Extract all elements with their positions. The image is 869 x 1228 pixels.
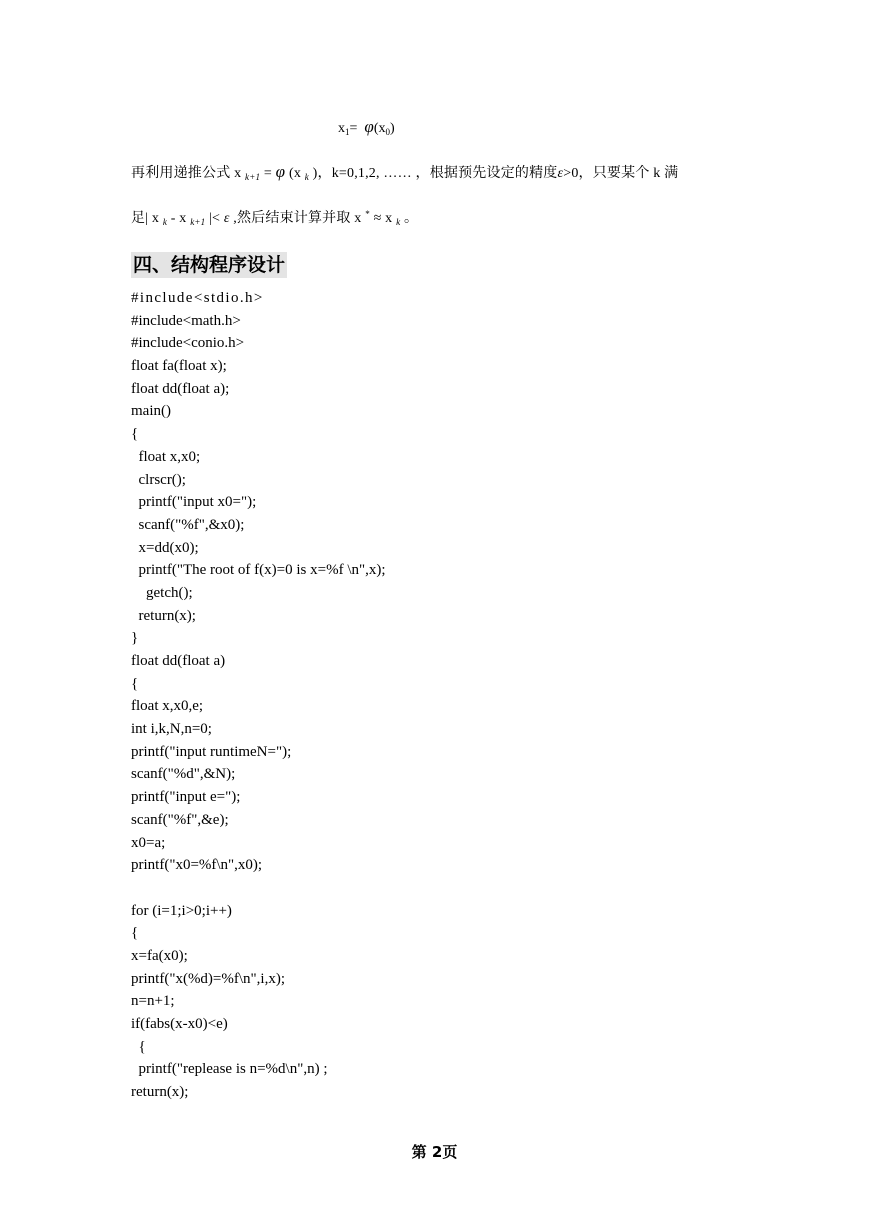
code-listing: [131, 287, 386, 1104]
formula-arg-subscript: 0: [385, 127, 390, 137]
phi-symbol: φ: [275, 162, 286, 181]
code-line: return(x);: [131, 1084, 189, 1101]
code-line: #include<math.h>: [131, 312, 241, 329]
code-line: float x,x0;: [131, 448, 201, 465]
code-line: {: [131, 675, 139, 692]
code-line: printf("input x0=");: [131, 494, 257, 511]
code-line: printf("input runtimeN=");: [131, 743, 292, 760]
subscript: k+1: [190, 217, 206, 227]
code-line: {: [131, 925, 139, 942]
code-line: float x,x0,e;: [131, 698, 204, 715]
formula-arg-open: (x: [373, 121, 386, 136]
section-heading: 四、结构程序设计: [133, 254, 286, 276]
code-line: printf("x0=%f\n",x0);: [131, 857, 263, 874]
code-line: float fa(float x);: [131, 358, 227, 375]
formula-lhs-var: x: [338, 121, 345, 136]
subscript: k: [304, 172, 309, 182]
page-number-footer: 第 2页: [411, 1143, 458, 1161]
text: 足| x: [131, 211, 163, 226]
formula-phi-symbol: φ: [364, 117, 374, 136]
formula-arg-close: ): [389, 121, 395, 136]
code-line: float dd(float a);: [131, 380, 230, 397]
text: 。: [400, 211, 419, 226]
code-line: printf("x(%d)=%f\n",i,x);: [131, 970, 285, 987]
subscript: k+1: [245, 172, 261, 182]
code-line: scanf("%d",&N);: [131, 766, 236, 783]
text: 再利用递推公式 x: [131, 166, 245, 181]
code-line: float dd(float a): [131, 653, 226, 669]
text: |<: [205, 211, 224, 226]
code-line: printf("The root of f(x)=0 is x=%f \n",x);: [131, 562, 386, 579]
code-line: x0=a;: [131, 834, 166, 851]
code-line: #include<conio.h>: [131, 335, 245, 352]
epsilon-symbol: ε: [223, 211, 230, 226]
code-line: int i,k,N,n=0;: [131, 721, 212, 738]
code-line: {: [131, 1038, 146, 1055]
code-line: #include<stdio.h>: [131, 290, 264, 306]
code-line: getch();: [131, 584, 193, 601]
code-line: {: [131, 426, 139, 443]
superscript-star: *: [365, 209, 370, 219]
text: - x: [167, 211, 191, 226]
code-line: if(fabs(x-x0)<e): [131, 1016, 228, 1032]
subscript: k: [396, 217, 401, 227]
code-line: x=fa(x0);: [131, 947, 188, 964]
code-line: clrscr();: [131, 471, 186, 488]
code-line: for (i=1;i>0;i++): [131, 902, 232, 919]
subscript: k: [162, 217, 168, 227]
formula-lhs-subscript: 1: [345, 127, 350, 137]
code-line: n=n+1;: [131, 993, 175, 1010]
code-line: }: [131, 630, 139, 647]
stopping-condition-paragraph: [131, 207, 418, 227]
code-line: x=dd(x0);: [131, 539, 199, 556]
text: (x: [285, 166, 305, 181]
code-line: printf("replease is n=%d\n",n) ;: [131, 1061, 328, 1078]
text: >0，只要某个 k 满: [563, 166, 679, 181]
code-line: [131, 877, 386, 900]
recurrence-paragraph: [131, 162, 678, 182]
code-line: return(x);: [131, 607, 196, 624]
text: )，k=0,1,2, …… ，根据预先设定的精度: [308, 166, 558, 181]
text: ≈ x: [369, 211, 397, 226]
code-line: scanf("%f",&e);: [131, 811, 229, 828]
formula-equals: =: [349, 121, 358, 136]
formula-x1-equals-phi-x0: [338, 117, 395, 137]
text: ,然后结束计算并取 x: [229, 211, 366, 226]
text: =: [260, 166, 276, 181]
code-line: printf("input e=");: [131, 789, 241, 806]
code-line: scanf("%f",&x0);: [131, 516, 245, 533]
epsilon-symbol: ε: [557, 166, 564, 181]
code-line: main(): [131, 403, 171, 420]
